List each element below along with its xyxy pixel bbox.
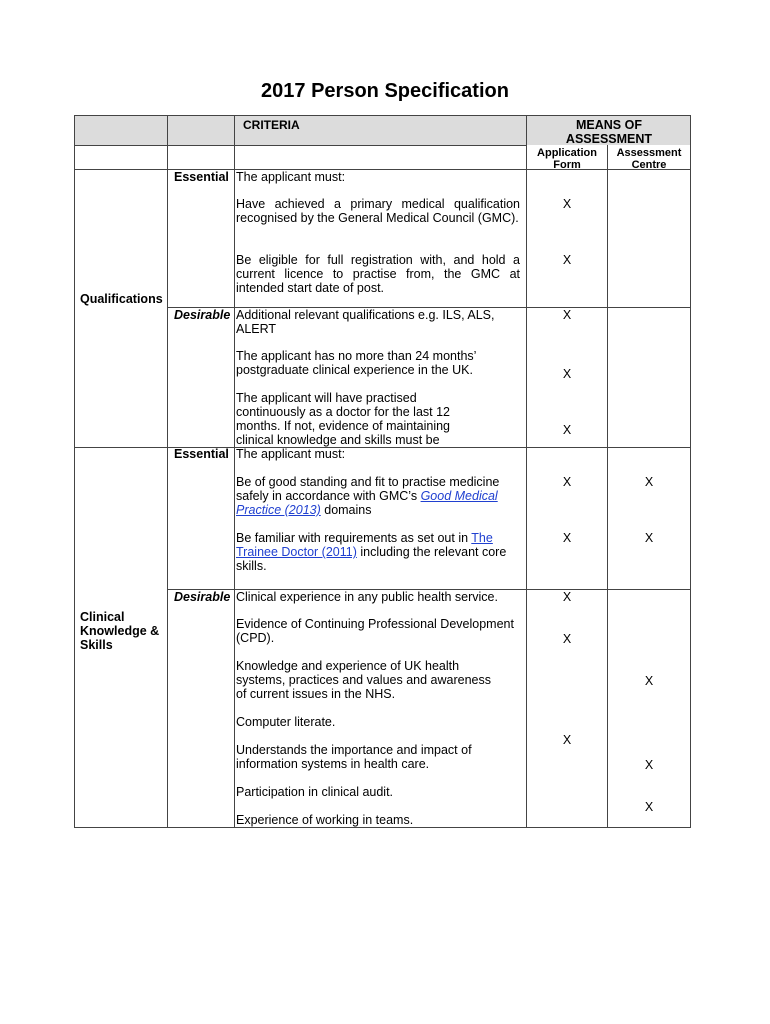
clin-desirable-item: Experience of working in teams. — [236, 813, 414, 827]
clin-essential-item-good-standing — [236, 475, 516, 517]
column-divider-3 — [526, 115, 527, 828]
clin-essential-item-trainee-doctor — [236, 531, 520, 573]
x-mark: X — [562, 197, 572, 211]
x-mark: X — [562, 590, 572, 604]
criteria-heading: CRITERIA — [243, 118, 300, 132]
item-text: Be of good standing and fit to practise medicine safely in accordance with GMC’s — [236, 475, 500, 503]
table-border-left — [74, 115, 75, 828]
clin-desirable-item: Understands the importance and impact of information systems in health care. — [236, 743, 472, 771]
x-mark: X — [644, 475, 654, 489]
item-text: including the relevant core skills. — [236, 545, 507, 573]
x-mark: X — [562, 253, 572, 267]
column-divider-1 — [167, 115, 168, 828]
page-title: 2017 Person Specification — [261, 80, 509, 102]
x-mark: X — [644, 674, 654, 688]
clin-desirable-label: Desirable — [174, 590, 231, 604]
clin-essential-label: Essential — [174, 447, 229, 461]
header-divider — [74, 145, 526, 146]
x-mark: X — [562, 632, 572, 646]
x-mark: X — [644, 758, 654, 772]
x-mark: X — [644, 531, 654, 545]
qual-desirable-label: Desirable — [174, 308, 231, 322]
clin-essential-intro: The applicant must: — [236, 447, 346, 461]
qual-essential-item: Have achieved a primary medical qualification recognised by the General Medical Council (GMC). — [236, 197, 520, 225]
x-mark: X — [562, 308, 572, 322]
x-mark: X — [562, 531, 572, 545]
clinical-label: Clinical Knowledge & Skills — [80, 610, 160, 652]
x-mark: X — [562, 423, 572, 437]
table-border-right — [690, 115, 691, 828]
application-form-heading: Application Form — [537, 147, 597, 171]
means-of-assessment-heading: MEANS OF ASSESSMENT — [565, 118, 653, 146]
trainee-doctor-link[interactable]: The Trainee Doctor (2011) — [236, 531, 493, 559]
item-text: domains — [320, 503, 372, 517]
qual-desirable-item: The applicant has no more than 24 months’ postgraduate clinical experience in the UK. — [236, 349, 476, 377]
clin-desirable-item: Computer literate. — [236, 715, 336, 729]
qualifications-label: Qualifications — [80, 292, 163, 306]
column-divider-2 — [234, 115, 235, 828]
clin-desirable-item: Clinical experience in any public health service. — [236, 590, 498, 604]
qual-essential-label: Essential — [174, 170, 229, 184]
x-mark: X — [562, 367, 572, 381]
clin-desirable-item: Evidence of Continuing Professional Development (CPD). — [236, 617, 514, 645]
column-divider-4 — [607, 145, 608, 828]
x-mark: X — [562, 475, 572, 489]
clin-desirable-item: Knowledge and experience of UK health systems, practices and values and awareness of current issues in the NHS. — [236, 659, 491, 701]
criteria-header-bg — [74, 116, 526, 145]
good-medical-practice-link[interactable]: Good Medical Practice (2013) — [236, 489, 498, 517]
qual-essential-item: Be eligible for full registration with, and hold a current licence to practise from, the GMC at intended start date of post. — [236, 253, 520, 295]
qual-essential-intro: The applicant must: — [236, 170, 346, 184]
qual-desirable-item: Additional relevant qualifications e.g. ILS, ALS, ALERT — [236, 308, 495, 336]
item-text: Be familiar with requirements as set out in — [236, 531, 472, 545]
assessment-centre-heading: Assessment Centre — [616, 147, 682, 171]
clin-desirable-item: Participation in clinical audit. — [236, 785, 394, 799]
qual-desirable-item: The applicant will have practised continuously as a doctor for the last 12 months. If not, evidence of maintaining clinical knowledge and skills must be — [236, 391, 451, 447]
x-mark: X — [644, 800, 654, 814]
x-mark: X — [562, 733, 572, 747]
